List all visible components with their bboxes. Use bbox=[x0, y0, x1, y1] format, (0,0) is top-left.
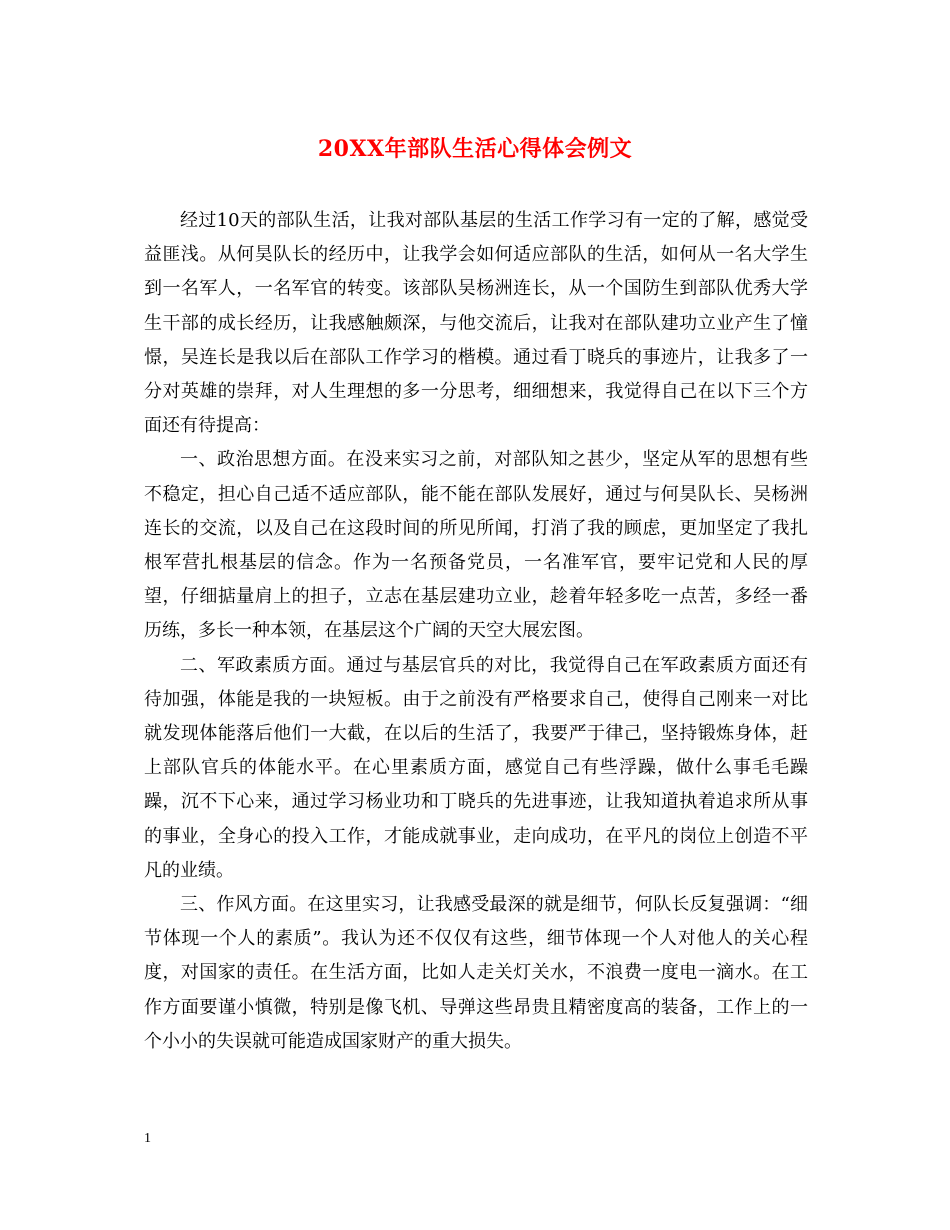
paragraph-political-thought: 一、政治思想方面。在没来实习之前，对部队知之甚少，坚定从军的思想有些不稳定，担心自己适不适应部队，能不能在部队发展好，通过与何昊队长、吴杨洲连长的交流，以及自己在这段时间的所见所闻，打消了我的顾虑，更加坚定了我扎根军营扎根基层的信念。作为一名预备党员，一名准军官，要牢记党和人民的厚望，仔细掂量肩上的担子，立志在基层建功立业，趁着年轻多吃一点苦，多经一番历练，多长一种本领，在基层这个广阔的天空大展宏图。 bbox=[144, 449, 808, 642]
document-body bbox=[144, 204, 808, 1059]
page-number: 1 bbox=[144, 1131, 151, 1146]
paragraph-military-quality: 二、军政素质方面。通过与基层官兵的对比，我觉得自己在军政素质方面还有待加强，体能是我的一块短板。由于之前没有严格要求自己，使得自己刚来一对比就发现体能落后他们一大截，在以后的生活了，我要严于律己，坚持锻炼身体，赶上部队官兵的体能水平。在心里素质方面，感觉自己有些浮躁，做什么事毛毛躁躁，沉不下心来，通过学习杨业功和丁晓兵的先进事迹，让我知道执着追求所从事的事业，全身心的投入工作，才能成就事业，走向成功，在平凡的岗位上创造不平凡的业绩。 bbox=[144, 654, 808, 881]
document-title: 20XX年部队生活心得体会例文 bbox=[317, 136, 633, 162]
paragraph-intro: 经过10天的部队生活，让我对部队基层的生活工作学习有一定的了解，感觉受益匪浅。从何昊队长的经历中，让我学会如何适应部队的生活，如何从一名大学生到一名军人，一名军官的转变。该部队吴杨洲连长，从一个国防生到部队优秀大学生干部的成长经历，让我感触颇深，与他交流后，让我对在部队建功立业产生了憧憬，吴连长是我以后在部队工作学习的楷模。通过看丁晓兵的事迹片，让我多了一分对英雄的崇拜，对人生理想的多一分思考，细细想来，我觉得自己在以下三个方面还有待提高： bbox=[144, 210, 808, 437]
paragraph-work-style: 三、作风方面。在这里实习，让我感受最深的就是细节，何队长反复强调：“细节体现一个人的素质”。我认为还不仅仅有这些，细节体现一个人对他人的关心程度，对国家的责任。在生活方面，比如人走关灯关水，不浪费一度电一滴水。在工作方面要谨小慎微，特别是像飞机、导弹这些昂贵且精密度高的装备，工作上的一个小小的失误就可能造成国家财产的重大损失。 bbox=[144, 894, 808, 1052]
